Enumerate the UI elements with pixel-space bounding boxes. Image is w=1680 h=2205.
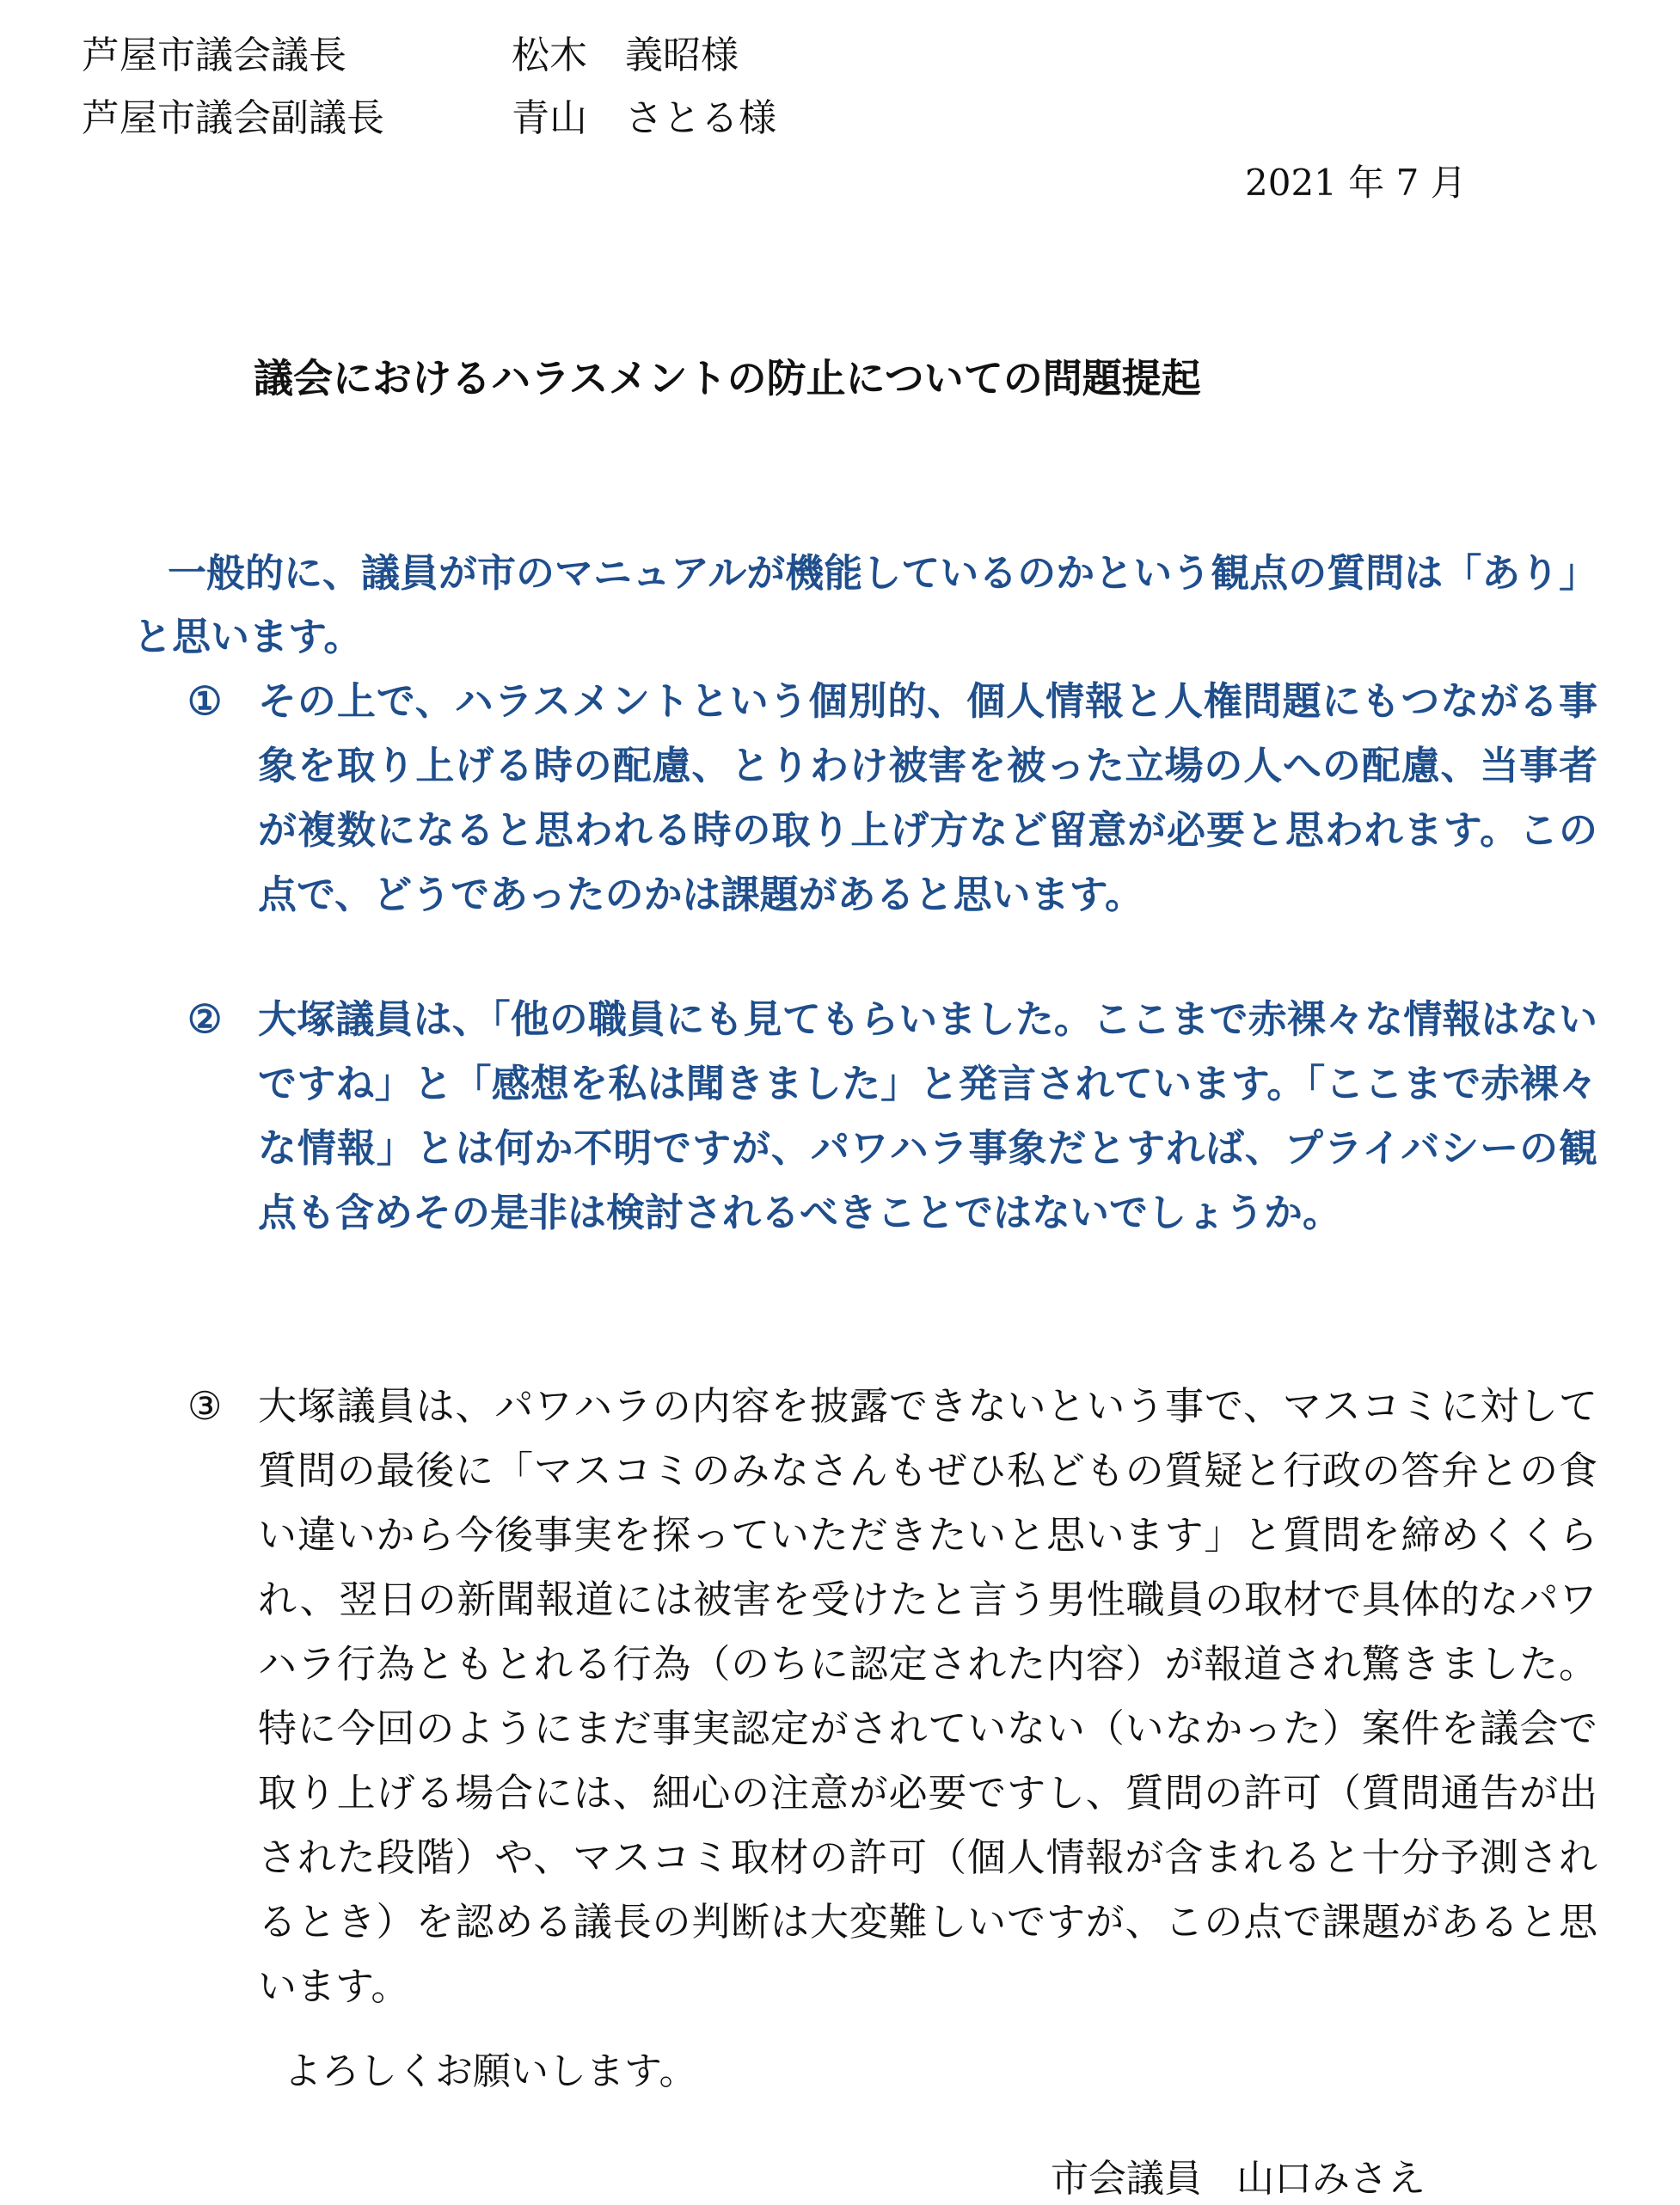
letter-date: 2021 年 7 月 — [1245, 162, 1467, 204]
signature-name: 山口みさえ — [1236, 2157, 1426, 2201]
addressee-role: 芦屋市議会議長 — [82, 34, 346, 77]
point-item-3 — [187, 1374, 1597, 2018]
addressee-role: 芦屋市議会副議長 — [82, 96, 384, 140]
point-number: ③ — [187, 1383, 223, 1429]
addressee-name: 青山 さとる様 — [512, 96, 776, 140]
point-number: ① — [187, 678, 223, 724]
point-number: ② — [187, 996, 223, 1042]
signature — [1051, 2153, 1426, 2205]
document-title: 議会におけるハラスメントの防止についての問題提起 — [254, 355, 1201, 401]
closing-line: よろしくお願いします。 — [284, 2049, 697, 2093]
addressee-chair — [82, 30, 739, 82]
signature-role: 市会議員 — [1051, 2157, 1202, 2201]
intro-paragraph: 一般的に、議員が市のマニュアルが機能しているのかという観点の質問は「あり」と思います。 — [133, 550, 1598, 659]
addressee-name: 松木 義昭様 — [512, 34, 739, 77]
point-text: その上で、ハラスメントという個別的、個人情報と人権問題にもつながる事象を取り上げる時の配慮、とりわけ被害を被った立場の人への配慮、当事者が複数になると思われる時の取り上げ方など留意が必要と思われます。この点で、どうであったのかは課題があると思います。 — [258, 678, 1597, 917]
point-item-2 — [187, 987, 1597, 1245]
point-text: 大塚議員は、パワハラの内容を披露できないという事で、マスコミに対して質問の最後に「マスコミのみなさんもぜひ私どもの質疑と行政の答弁との食い違いから今後事実を探っていただきたいと思います」と質問を締めくくられ、翌日の新聞報道には被害を受けたと言う男性職員の取材で具体的なパワハラ行為ともとれる行為（のちに認定された内容）が報道され驚きました。特に今回のようにまだ事実認定がされていない（いなかった）案件を議会で取り上げる場合には、細心の注意が必要ですし、質問の許可（質問通告が出された段階）や、マスコミ取材の許可（個人情報が含まれると十分予測されるとき）を認める議長の判断は大変難しいですが、この点で課題があると思います。 — [258, 1383, 1597, 2009]
point-text: 大塚議員は、「他の職員にも見てもらいました。ここまで赤裸々な情報はないですね」と「感想を私は聞きました」と発言されています。「ここまで赤裸々な情報」とは何か不明ですが、パワハラ事象だとすれば、プライバシーの観点も含めその是非は検討されるべきことではないでしょうか。 — [258, 996, 1597, 1235]
point-item-1 — [187, 669, 1597, 927]
addressee-vice-chair — [82, 93, 776, 144]
